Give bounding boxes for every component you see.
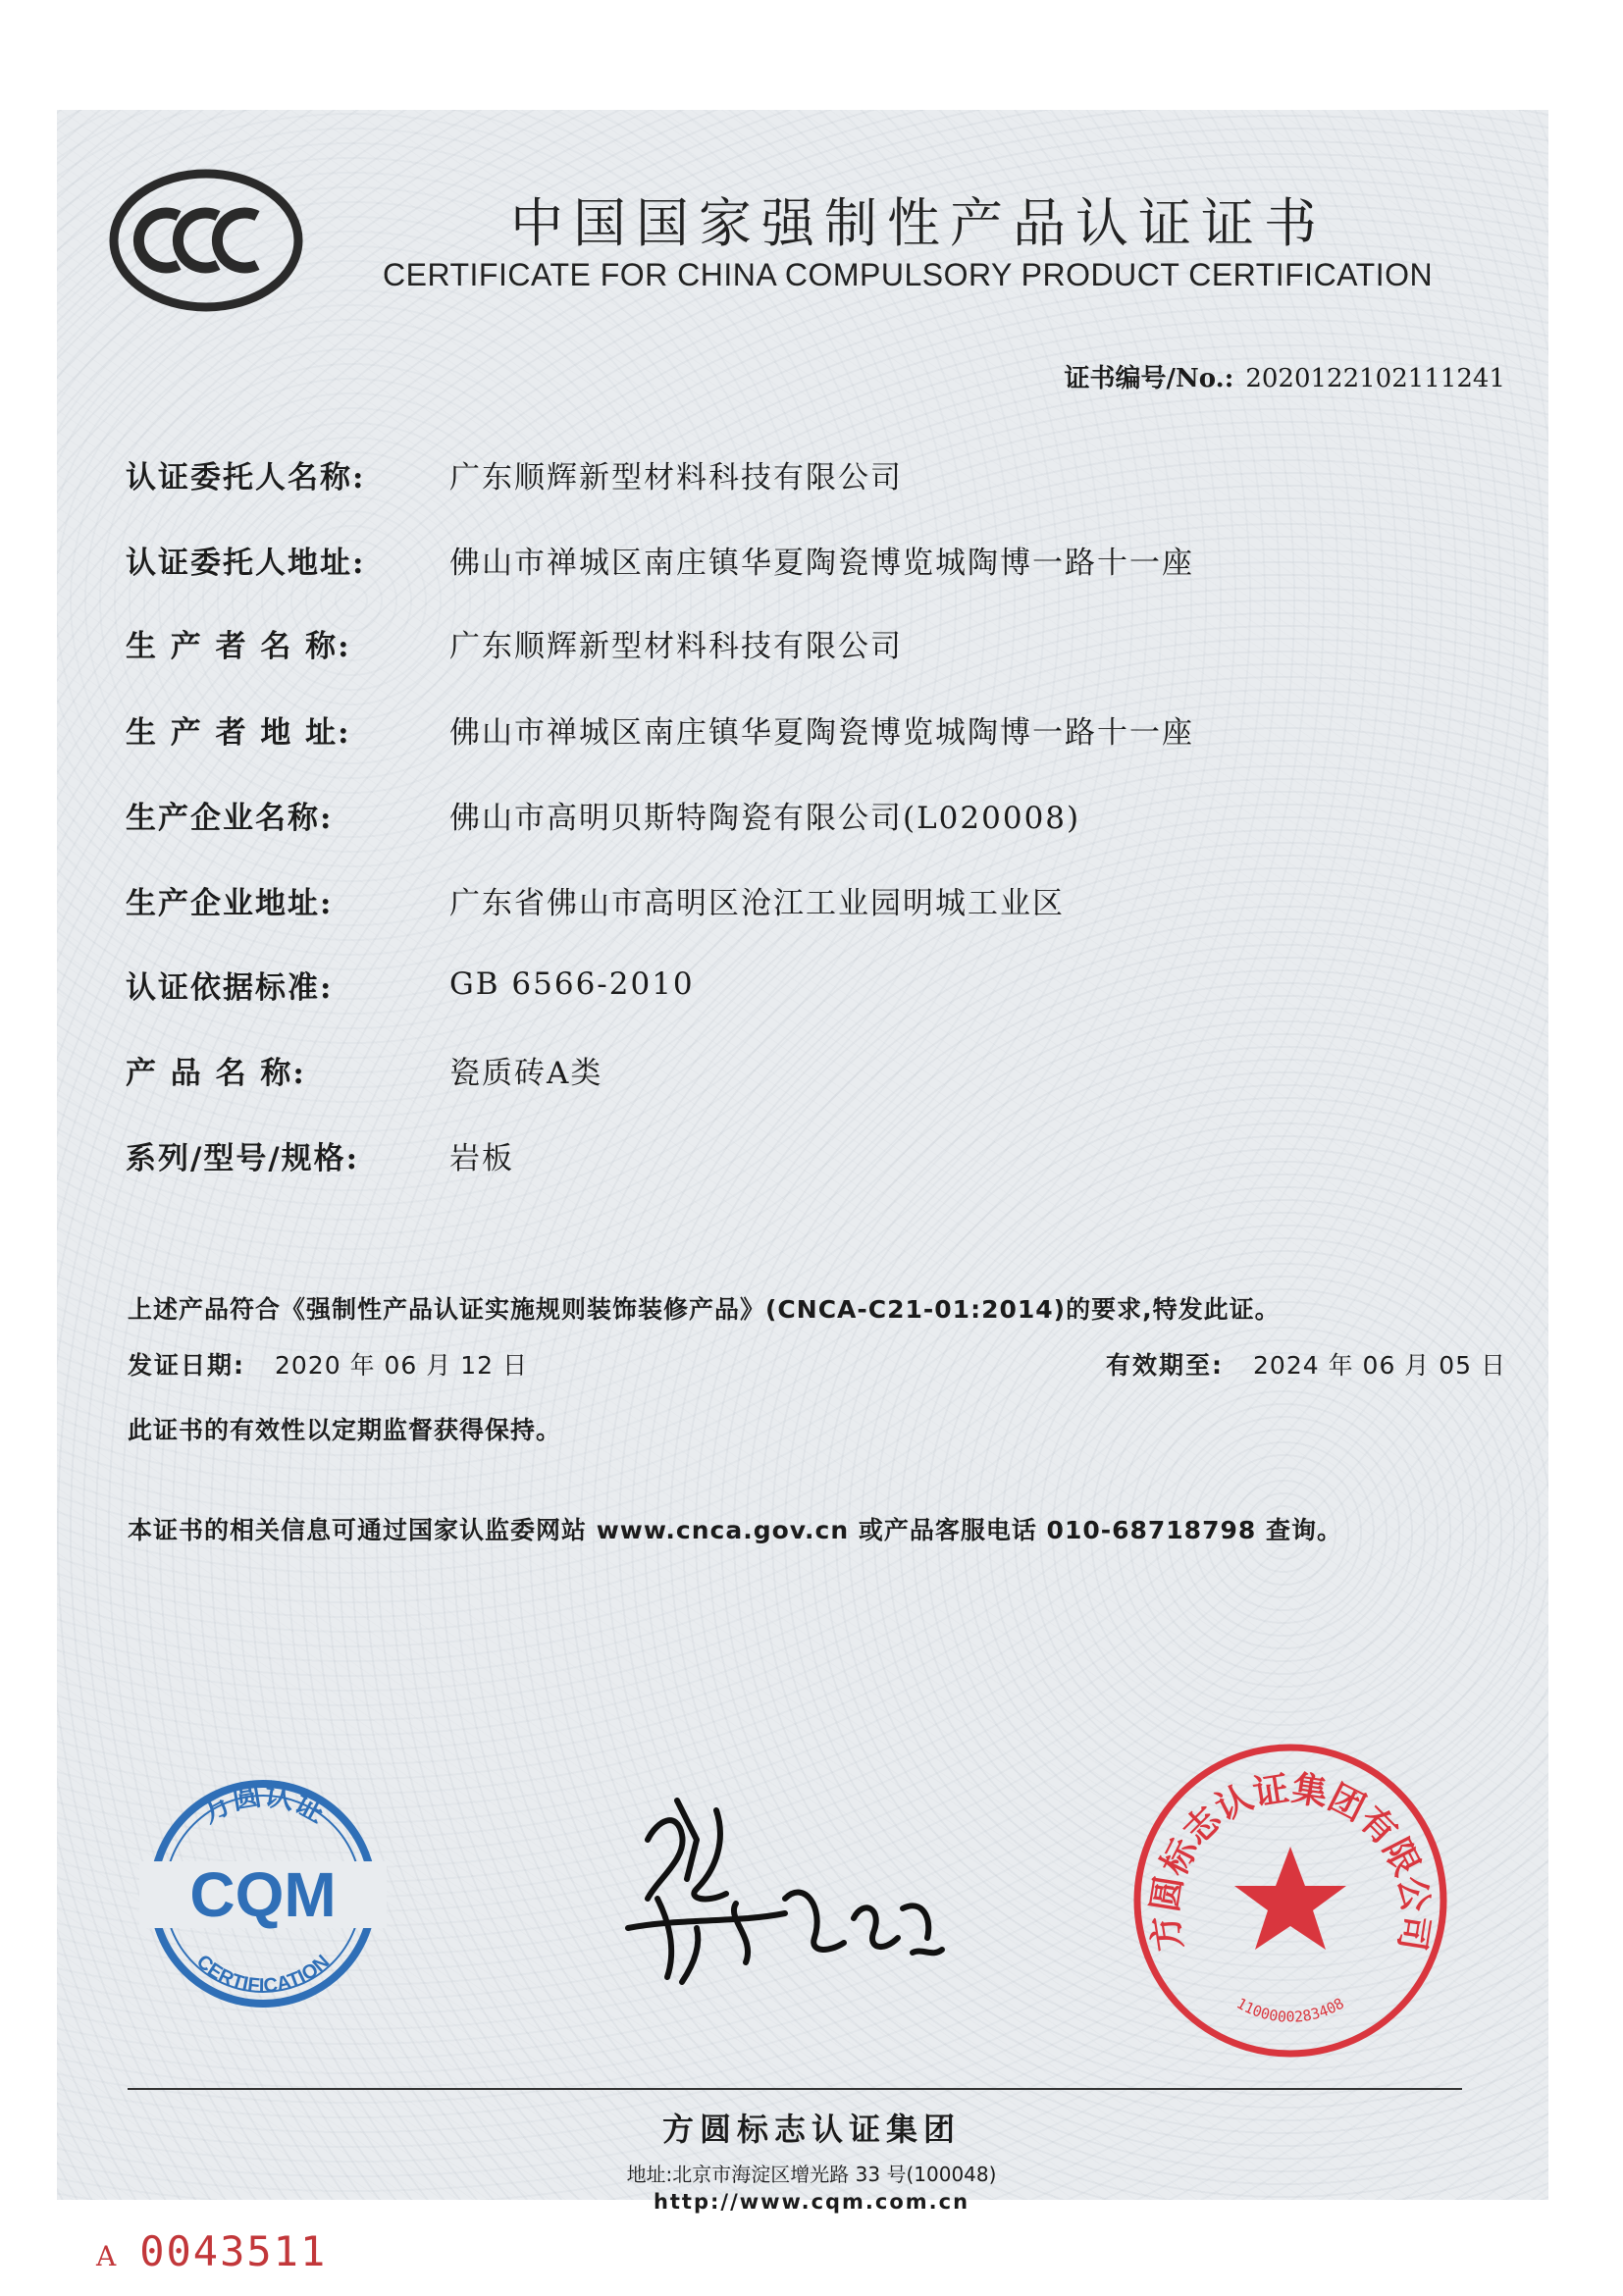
- footer-address: 地址:北京市海淀区增光路 33 号(100048): [626, 2163, 997, 2186]
- field-label: 产 品 名 称:: [126, 1055, 306, 1091]
- footer-url: http://www.cqm.com.cn: [653, 2190, 970, 2214]
- field-factory-name: [126, 790, 1080, 839]
- cqm-main-text: CQM: [189, 1859, 337, 1930]
- official-seal-icon: [1128, 1739, 1452, 2062]
- footer-organization: 方圆标志认证集团: [661, 2111, 961, 2148]
- ccc-logo-icon: [108, 167, 304, 314]
- field-value: 广东顺辉新型材料科技有限公司: [449, 628, 903, 664]
- validity-note: 此证书的有效性以定期监督获得保持。: [128, 1416, 562, 1444]
- expiry-date: 2024 年 06 月 05 日: [1253, 1351, 1506, 1380]
- field-manufacturer-name: [126, 618, 903, 667]
- field-label: 认证委托人地址:: [126, 545, 366, 581]
- field-value: 广东顺辉新型材料科技有限公司: [449, 459, 903, 496]
- issue-date: 2020 年 06 月 12 日: [275, 1351, 528, 1380]
- field-value: GB 6566-2010: [449, 966, 695, 1002]
- field-value: 佛山市禅城区南庄镇华夏陶瓷博览城陶博一路十一座: [449, 545, 1194, 581]
- field-value: 佛山市高明贝斯特陶瓷有限公司(L020008): [449, 800, 1081, 836]
- seal-code: 1100000283408: [1233, 1994, 1347, 2026]
- svg-text:1100000283408: [1233, 1995, 1347, 2026]
- seal-text: 方圆标志认证集团有限公司: [1144, 1768, 1437, 1954]
- field-label: 生 产 者 名 称:: [126, 628, 351, 664]
- cqm-logo-icon: [135, 1771, 391, 2016]
- field-value: 佛山市禅城区南庄镇华夏陶瓷博览城陶博一路十一座: [449, 714, 1194, 751]
- certificate-number: [1065, 358, 1505, 394]
- compliance-statement: 上述产品符合《强制性产品认证实施规则装饰装修产品》(CNCA-C21-01:2014)的要求,特发此证。: [128, 1295, 1281, 1324]
- field-label: 生产企业名称:: [126, 800, 334, 836]
- field-value: 广东省佛山市高明区沧江工业园明城工业区: [449, 885, 1065, 921]
- field-label: 认证委托人名称:: [126, 459, 366, 496]
- cqm-top-text: 方圆认证: [194, 1778, 332, 1831]
- dates-row: [128, 1346, 1506, 1385]
- field-standard: [126, 960, 695, 1009]
- serial-prefix: A: [96, 2240, 117, 2272]
- field-value: 瓷质砖A类: [449, 1055, 603, 1091]
- field-applicant-address: [126, 535, 1194, 584]
- issue-date-label: 发证日期:: [128, 1351, 245, 1380]
- field-label: 认证依据标准:: [126, 969, 334, 1006]
- certificate-title-en: CERTIFICATE FOR CHINA COMPULSORY PRODUCT CERTIFICATION: [383, 257, 1434, 292]
- certificate-number-label: 证书编号/No.:: [1064, 364, 1234, 393]
- field-label: 生 产 者 地 址:: [126, 714, 351, 751]
- info-note: 本证书的相关信息可通过国家认监委网站 www.cnca.gov.cn 或产品客服电话 010-68718798 查询。: [128, 1516, 1342, 1544]
- field-label: 生产企业地址:: [126, 885, 334, 921]
- signature-icon: [589, 1781, 1001, 2007]
- serial-value: 0043511: [139, 2227, 328, 2275]
- certificate-title-cn: 中国国家强制性产品认证证书: [510, 192, 1327, 254]
- field-product-name: [126, 1045, 602, 1094]
- field-label: 系列/型号/规格:: [126, 1140, 360, 1176]
- expiry-date-label: 有效期至:: [1106, 1351, 1225, 1380]
- field-model: [126, 1130, 514, 1179]
- serial-number: [96, 2227, 327, 2275]
- footer-divider: [128, 2088, 1462, 2090]
- field-factory-address: [126, 875, 1065, 924]
- certificate-number-value: 2020122102111241: [1245, 364, 1505, 393]
- field-value: 岩板: [449, 1140, 514, 1176]
- cqm-bottom-text: CERTIFICATION: [191, 1951, 335, 1998]
- field-applicant-name: [126, 449, 903, 498]
- field-manufacturer-address: [126, 704, 1194, 754]
